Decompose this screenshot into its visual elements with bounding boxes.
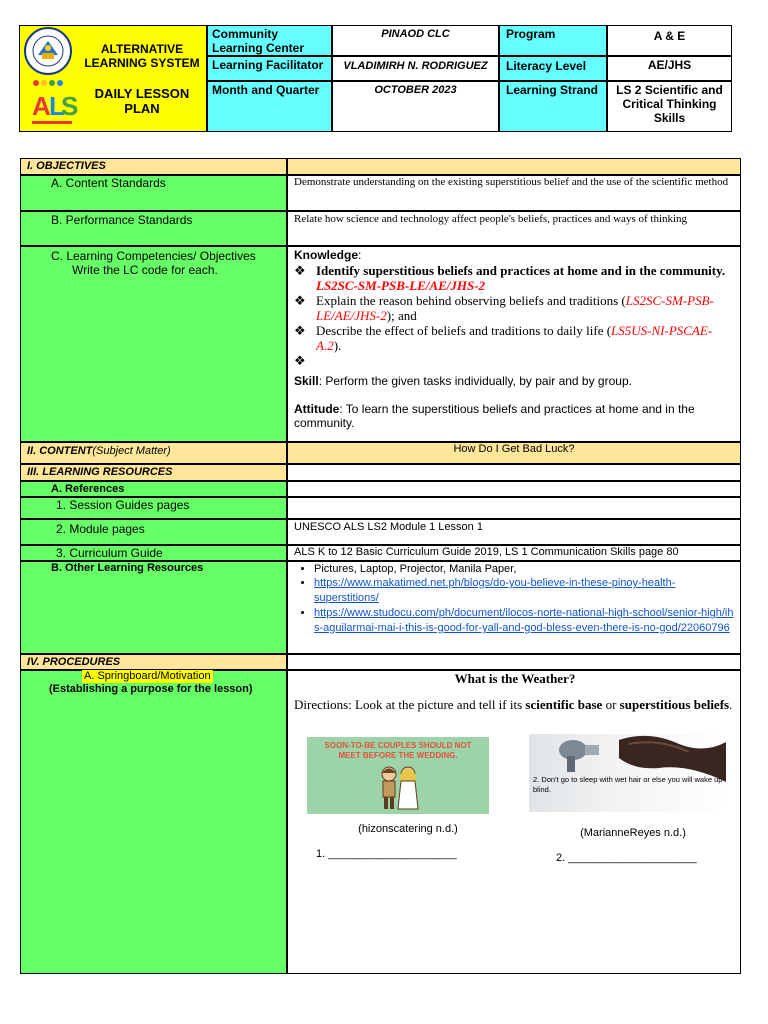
performance-standards-value: Relate how science and technology affect people's beliefs, practices and ways of thinking bbox=[287, 211, 741, 246]
references-label bbox=[20, 481, 287, 497]
objective-item-2 bbox=[294, 293, 734, 323]
wet-hair-image-caption: (MarianneReyes n.d.) bbox=[580, 827, 686, 839]
als-logo bbox=[30, 79, 79, 129]
superstition-image-couples bbox=[307, 737, 489, 814]
resource-item-link-2 bbox=[314, 606, 734, 636]
objective-1-code: LS2SC-SM-PSB-LE/AE/JHS-2 bbox=[316, 278, 486, 293]
answer-line-2: 2. _____________________ bbox=[556, 852, 697, 864]
procedures-heading: IV. PROCEDURES bbox=[20, 654, 287, 670]
procedures-heading-right bbox=[287, 654, 741, 670]
value-program: A & E bbox=[607, 25, 732, 56]
competencies-sublabel: Write the LC code for each. bbox=[72, 263, 218, 277]
couples-image-text: SOON-TO-BE COUPLES SHOULD NOT MEET BEFORE THE WEDDING. bbox=[324, 741, 472, 760]
other-resources-list bbox=[290, 562, 734, 636]
directions-mid: or bbox=[602, 697, 620, 712]
svg-text:A: A bbox=[32, 91, 51, 121]
superstition-image-wet-hair bbox=[529, 734, 726, 812]
answer-line-1: 1. _____________________ bbox=[316, 848, 457, 860]
springboard-sublabel: (Establishing a purpose for the lesson) bbox=[49, 683, 253, 695]
curriculum-guide-label bbox=[20, 545, 287, 561]
wet-hair-image-text: 2. Don't go to sleep with wet hair or else you will wake up blind. bbox=[533, 775, 723, 794]
objectives-heading-right bbox=[287, 158, 741, 175]
session-guides-label-text: 1. Session Guides pages bbox=[56, 498, 190, 512]
skill-line bbox=[294, 374, 734, 388]
objective-3-text: Describe the effect of beliefs and traditions to daily life ( bbox=[316, 323, 612, 338]
content-standards-label-text: A. Content Standards bbox=[51, 176, 166, 190]
springboard-activity bbox=[287, 670, 741, 974]
svg-text:S: S bbox=[61, 91, 79, 121]
resources-heading-right bbox=[287, 464, 741, 481]
deped-seal-logo bbox=[24, 27, 72, 75]
couple-illustration-icon bbox=[377, 765, 421, 811]
content-heading-main: II. CONTENT bbox=[27, 445, 93, 457]
objective-item-1 bbox=[294, 263, 734, 293]
resource-link-studocu[interactable]: https://www.studocu.com/ph/document/ilocos-norte-national-high-school/senior-high/ihs-aguilarmai-mai-i-this-is-good-for-yall-and-god-bless-even-there-is-no-god/22060796 bbox=[314, 607, 734, 634]
diamond-bullet-icon: ❖ bbox=[294, 323, 306, 338]
objectives-heading: I. OBJECTIVES bbox=[20, 158, 287, 175]
label-program: Program bbox=[499, 25, 607, 56]
value-literacy: AE/JHS bbox=[607, 56, 732, 81]
activity-title: What is the Weather? bbox=[454, 671, 576, 686]
competencies-value bbox=[287, 246, 741, 442]
curriculum-guide-label-text: 3. Curriculum Guide bbox=[56, 546, 163, 560]
label-month: Month and Quarter bbox=[207, 81, 332, 132]
attitude-text: : To learn the superstitious beliefs and practices at home and in the community. bbox=[294, 402, 695, 430]
resource-item-link-1 bbox=[314, 576, 734, 606]
content-heading bbox=[20, 442, 287, 464]
module-pages-label-text: 2. Module pages bbox=[56, 522, 145, 536]
objective-3-tail: ). bbox=[333, 338, 342, 353]
resource-item-materials: • Pictures, Laptop, Projector, Manila Paper, bbox=[314, 562, 734, 576]
skill-text: : Perform the given tasks individually, by pair and by group. bbox=[318, 374, 632, 388]
springboard-title: A. Springboard/Motivation bbox=[84, 670, 211, 682]
plan-title: DAILY LESSON PLAN bbox=[94, 86, 190, 116]
label-clc: Community Learning Center bbox=[207, 25, 332, 56]
label-strand: Learning Strand bbox=[499, 81, 607, 132]
diamond-bullet-icon: ❖ bbox=[294, 353, 306, 368]
other-resources-label-text: B. Other Learning Resources bbox=[51, 562, 204, 574]
objective-item-3 bbox=[294, 323, 734, 353]
content-standards-label bbox=[20, 175, 287, 211]
resource-link-makatimed[interactable]: https://www.makatimed.net.ph/blogs/do-you-believe-in-these-pinoy-health-superstitions/ bbox=[314, 577, 676, 604]
module-pages-label bbox=[20, 519, 287, 545]
springboard-label bbox=[20, 670, 287, 974]
header-title-block bbox=[19, 25, 207, 132]
diamond-bullet-icon: ❖ bbox=[294, 293, 306, 308]
objective-2-code: LS2SC-SM-PSB-LE/AE/JHS-2 bbox=[316, 293, 714, 323]
hair-dryer-icon bbox=[557, 738, 601, 772]
knowledge-line: Knowledge: bbox=[294, 248, 362, 262]
resources-heading: III. LEARNING RESOURCES bbox=[20, 464, 287, 481]
content-value: How Do I Get Bad Luck? bbox=[287, 442, 741, 464]
couples-image-caption: (hizonscatering n.d.) bbox=[358, 823, 458, 835]
value-clc: PINAOD CLC bbox=[332, 25, 499, 56]
session-guides-value bbox=[287, 497, 741, 519]
objective-item-empty bbox=[294, 353, 734, 368]
content-heading-sub: (Subject Matter) bbox=[92, 445, 171, 457]
directions-end: . bbox=[729, 697, 733, 712]
svg-text:L: L bbox=[49, 91, 65, 121]
label-facilitator: Learning Facilitator bbox=[207, 56, 332, 81]
attitude-label: Attitude bbox=[294, 402, 340, 416]
attitude-line bbox=[294, 402, 734, 430]
competencies-label-text: C. Learning Competencies/ Objectives bbox=[51, 249, 256, 263]
objective-3-code: LS5US-NI-PSCAE- A.2 bbox=[316, 323, 713, 353]
value-facilitator: VLADIMIRH N. RODRIGUEZ bbox=[332, 56, 499, 81]
label-literacy: Literacy Level bbox=[499, 56, 607, 81]
objective-2-tail: ); and bbox=[386, 308, 417, 323]
references-value bbox=[287, 481, 741, 497]
content-standards-value: Demonstrate understanding on the existing superstitious belief and the use of the scientific method bbox=[287, 175, 741, 211]
references-label-text: A. References bbox=[51, 483, 125, 495]
objective-2-text: Explain the reason behind observing beliefs and traditions ( bbox=[316, 293, 626, 308]
directions-bold-2: superstitious beliefs bbox=[619, 697, 730, 712]
activity-directions bbox=[294, 697, 734, 712]
value-month: OCTOBER 2023 bbox=[332, 81, 499, 132]
system-title: ALTERNATIVE LEARNING SYSTEM bbox=[84, 42, 200, 70]
other-resources-value bbox=[287, 561, 741, 654]
knowledge-label: Knowledge bbox=[294, 248, 359, 262]
curriculum-guide-value: ALS K to 12 Basic Curriculum Guide 2019, LS 1 Communication Skills page 80 bbox=[287, 545, 741, 561]
other-resources-label bbox=[20, 561, 287, 654]
competencies-label bbox=[20, 246, 287, 442]
directions-pre: Directions: Look at the picture and tell if its bbox=[294, 697, 526, 712]
diamond-bullet-icon: ❖ bbox=[294, 263, 306, 278]
module-pages-value: UNESCO ALS LS2 Module 1 Lesson 1 bbox=[287, 519, 741, 545]
skill-label: Skill bbox=[294, 374, 319, 388]
performance-standards-label-text: B. Performance Standards bbox=[51, 213, 193, 227]
value-strand: LS 2 Scientific and Critical Thinking Skills bbox=[607, 81, 732, 132]
session-guides-label bbox=[20, 497, 287, 519]
objective-1-text: Identify superstitious beliefs and practices at home and in the community. bbox=[316, 263, 726, 278]
directions-bold-1: scientific base bbox=[525, 697, 603, 712]
performance-standards-label bbox=[20, 211, 287, 246]
